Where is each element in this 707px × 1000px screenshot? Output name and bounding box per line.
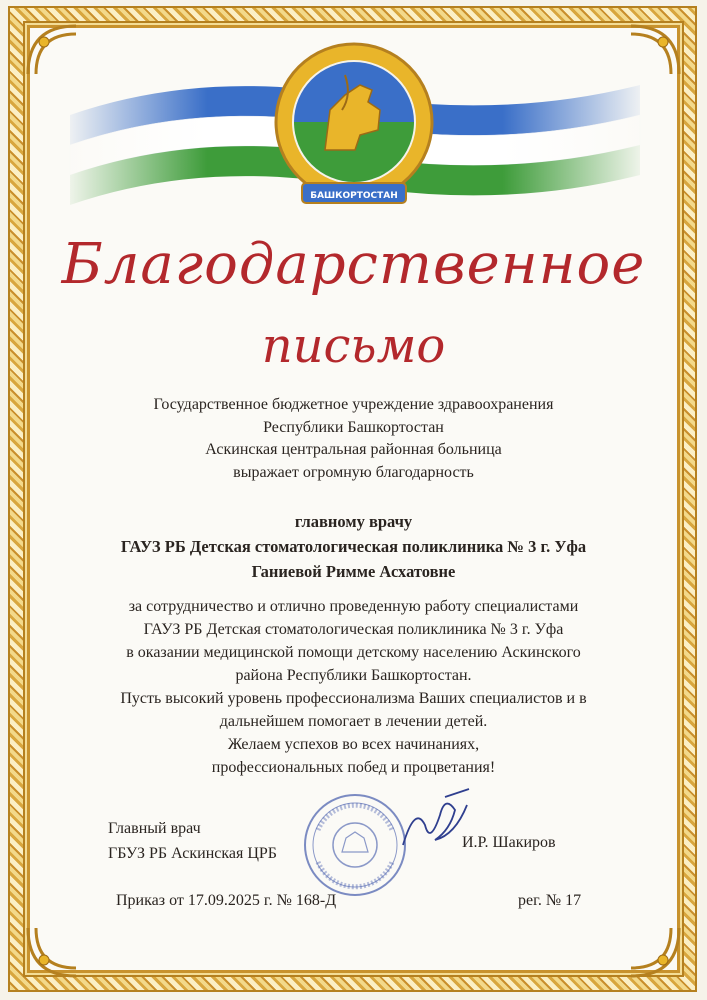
title-line-2: письмо — [261, 318, 446, 374]
emblem-label: БАШКОРТОСТАН — [310, 191, 398, 201]
order-reference: Приказ от 17.09.2025 г. № 168-Д — [116, 892, 337, 909]
body-line: за сотрудничество и отлично проведенную работу специалистами — [128, 598, 579, 615]
registration-number: рег. № 17 — [518, 892, 582, 909]
recipient-block — [60, 509, 647, 584]
issuer-line: выражает огромную благодарность — [233, 463, 474, 481]
coat-of-arms-icon — [276, 44, 432, 203]
recipient-line: главному врачу — [294, 512, 413, 531]
body-line: дальнейшем помогает в лечении детей. — [219, 713, 488, 730]
issuer-line: Республики Башкортостан — [263, 418, 444, 436]
body-line: в оказании медицинской помощи детскому населению Аскинского — [126, 644, 581, 661]
signer-position — [108, 816, 277, 866]
issuer-block — [60, 394, 647, 484]
signer-position-line: ГБУЗ РБ Аскинская ЦРБ — [108, 845, 277, 862]
body-line: района Республики Башкортостан. — [235, 667, 472, 684]
recipient-line: Ганиевой Римме Асхатовне — [251, 562, 456, 581]
issuer-line: Государственное бюджетное учреждение здравоохранения — [153, 396, 554, 413]
issuer-line: Аскинская центральная районная больница — [205, 441, 502, 458]
signer-name: И.Р. Шакиров — [462, 834, 556, 851]
signer-position-line: Главный врач — [108, 820, 201, 837]
corner-ornament-icon — [24, 924, 80, 980]
round-stamp-icon — [300, 790, 410, 900]
body-block — [60, 595, 647, 779]
title-line-1: Благодарственное — [61, 232, 646, 297]
body-line: Желаем успехов во всех начинаниях, — [227, 736, 480, 753]
recipient-line: ГАУЗ РБ Детская стоматологическая поликлиника № 3 г. Уфа — [120, 537, 587, 556]
body-line: Пусть высокий уровень профессионализма Ваших специалистов и в — [120, 690, 587, 707]
bashkortostan-emblem — [0, 0, 707, 230]
corner-ornament-icon — [627, 924, 683, 980]
body-line: ГАУЗ РБ Детская стоматологическая поликлиника № 3 г. Уфа — [143, 621, 564, 638]
body-line: профессиональных побед и процветания! — [211, 759, 496, 776]
